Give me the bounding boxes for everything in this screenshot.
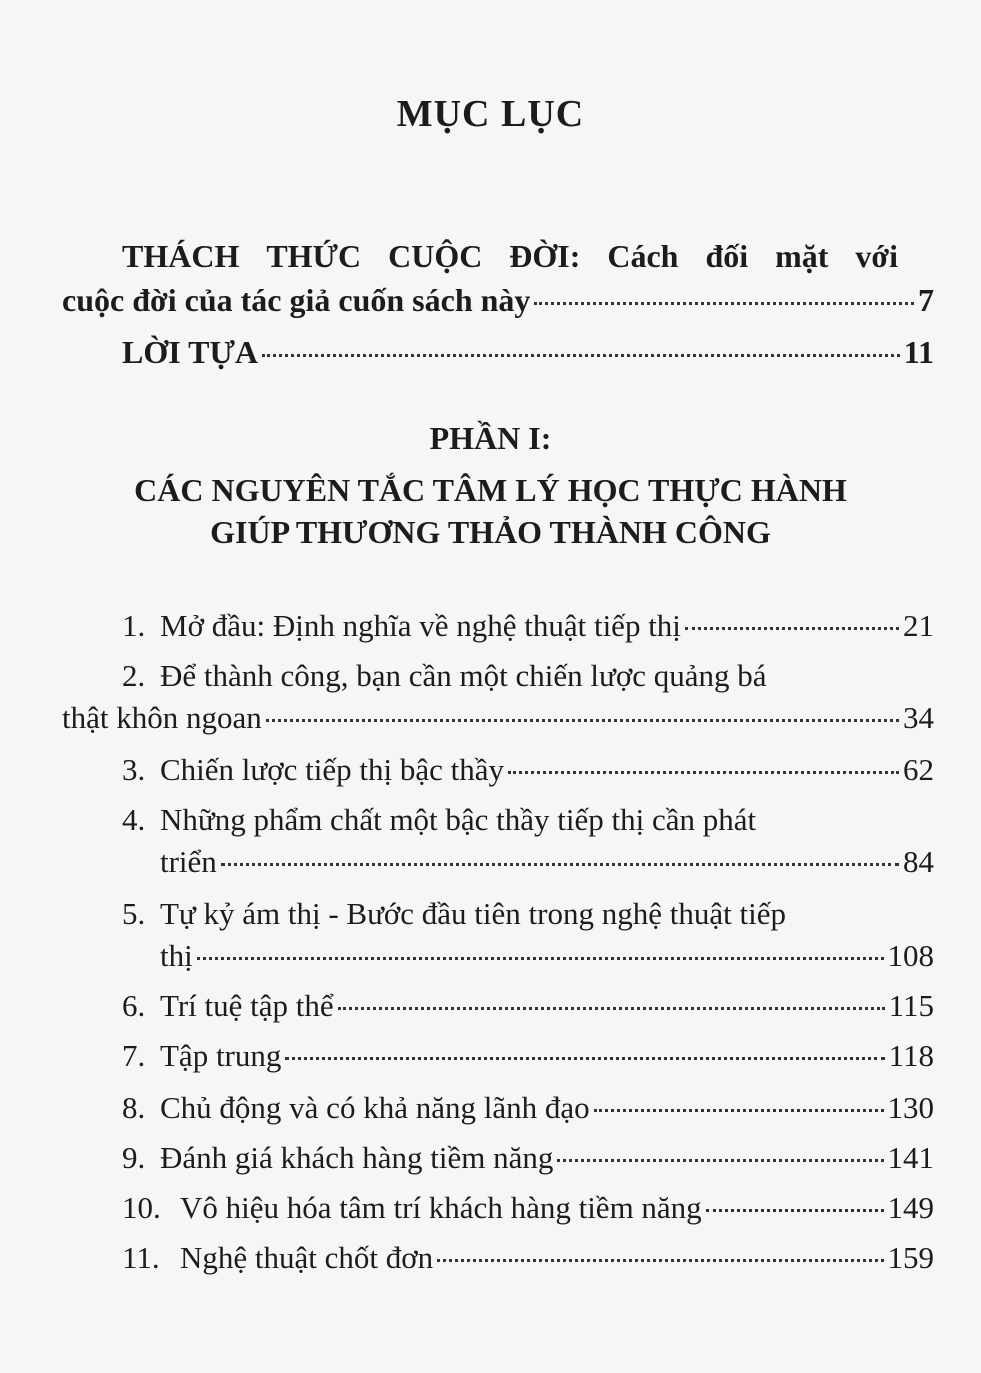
page-number: 159 xyxy=(887,1240,934,1275)
leader-dots xyxy=(221,863,899,866)
toc-chapter-3 xyxy=(122,752,934,788)
page-title: MỤC LỤC xyxy=(396,93,585,135)
word: mặt xyxy=(775,238,829,274)
chapter-title: Đánh giá khách hàng tiềm năng xyxy=(160,1140,554,1175)
chapter-title-cont: thị xyxy=(160,938,193,973)
chapter-title: Những phẩm chất một bậc thầy tiếp thị cần phát xyxy=(160,802,757,837)
toc-entry-foreword-line1 xyxy=(122,238,898,275)
chapter-title: Nghệ thuật chốt đơn xyxy=(180,1240,434,1275)
toc-chapter-4-line1 xyxy=(122,802,756,838)
page-number: 115 xyxy=(888,988,934,1023)
page-number: 21 xyxy=(903,608,934,643)
leader-dots xyxy=(262,354,900,357)
toc-chapter-11 xyxy=(122,1240,934,1276)
page-number: 11 xyxy=(903,334,934,370)
chapter-title: Trí tuệ tập thể xyxy=(160,988,334,1023)
leader-dots xyxy=(197,957,884,960)
entry-text: cuộc đời của tác giả cuốn sách này xyxy=(62,282,531,318)
toc-chapter-10 xyxy=(122,1190,934,1226)
page-number: 62 xyxy=(903,752,934,787)
part-title-line2: GIÚP THƯƠNG THẢO THÀNH CÔNG xyxy=(210,514,771,550)
chapter-number: 7. xyxy=(122,1038,146,1073)
chapter-title: Mở đầu: Định nghĩa về nghệ thuật tiếp thị xyxy=(160,608,681,643)
chapter-number: 2. xyxy=(122,658,146,693)
page-number: 149 xyxy=(887,1190,934,1225)
toc-chapter-2-line2 xyxy=(62,700,934,736)
entry-text: LỜI TỰA xyxy=(122,334,259,370)
chapter-number: 6. xyxy=(122,988,146,1023)
toc-chapter-7 xyxy=(122,1038,934,1074)
leader-dots xyxy=(685,627,899,630)
leader-dots xyxy=(557,1159,883,1162)
word: THỨC xyxy=(266,238,362,274)
word: THÁCH xyxy=(122,238,240,274)
chapter-number: 1. xyxy=(122,608,146,643)
chapter-number: 11. xyxy=(122,1240,160,1275)
page-number: 7 xyxy=(918,282,934,318)
chapter-title: Chiến lược tiếp thị bậc thầy xyxy=(160,752,504,787)
chapter-number: 3. xyxy=(122,752,146,787)
word: CUỘC xyxy=(388,238,483,274)
chapter-title: Để thành công, bạn cần một chiến lược quảng bá xyxy=(160,658,767,693)
page-number: 108 xyxy=(887,938,934,973)
leader-dots xyxy=(594,1109,884,1112)
chapter-number: 9. xyxy=(122,1140,146,1175)
part-title-line1: CÁC NGUYÊN TẮC TÂM LÝ HỌC THỰC HÀNH xyxy=(134,472,847,508)
chapter-number: 5. xyxy=(122,896,146,931)
toc-chapter-1 xyxy=(122,608,934,644)
toc-chapter-2-line1 xyxy=(122,658,767,694)
chapter-title-cont: triển xyxy=(160,844,217,879)
leader-dots xyxy=(266,719,899,722)
toc-chapter-6 xyxy=(122,988,934,1024)
page-number: 34 xyxy=(903,700,934,735)
leader-dots xyxy=(338,1007,885,1010)
leader-dots xyxy=(285,1057,884,1060)
part-label: PHẦN I: xyxy=(429,420,552,456)
toc-chapter-5-line1 xyxy=(122,896,786,932)
leader-dots xyxy=(534,302,914,305)
toc-chapter-5-line2 xyxy=(160,938,934,974)
chapter-number: 4. xyxy=(122,802,146,837)
toc-chapter-4-line2 xyxy=(160,844,934,880)
word: ĐỜI: xyxy=(509,238,581,274)
word: đối xyxy=(705,238,749,274)
word: với xyxy=(855,238,898,274)
leader-dots xyxy=(508,771,899,774)
page-number: 84 xyxy=(903,844,934,879)
leader-dots xyxy=(437,1259,883,1262)
chapter-number: 10. xyxy=(122,1190,161,1225)
leader-dots xyxy=(706,1209,884,1212)
word: Cách xyxy=(607,238,679,274)
toc-chapter-9 xyxy=(122,1140,934,1176)
chapter-title-cont: thật khôn ngoan xyxy=(62,700,262,735)
page-number: 130 xyxy=(887,1090,934,1125)
chapter-title: Tập trung xyxy=(160,1038,282,1073)
page-number: 141 xyxy=(887,1140,934,1175)
toc-entry-preface xyxy=(122,334,934,371)
chapter-title: Tự kỷ ám thị - Bước đầu tiên trong nghệ thuật tiếp xyxy=(160,896,786,931)
chapter-number: 8. xyxy=(122,1090,146,1125)
toc-chapter-8 xyxy=(122,1090,934,1126)
page-number: 118 xyxy=(888,1038,934,1073)
chapter-title: Chủ động và có khả năng lãnh đạo xyxy=(160,1090,590,1125)
toc-entry-foreword-line2 xyxy=(62,282,934,319)
chapter-title: Vô hiệu hóa tâm trí khách hàng tiềm năng xyxy=(180,1190,702,1225)
